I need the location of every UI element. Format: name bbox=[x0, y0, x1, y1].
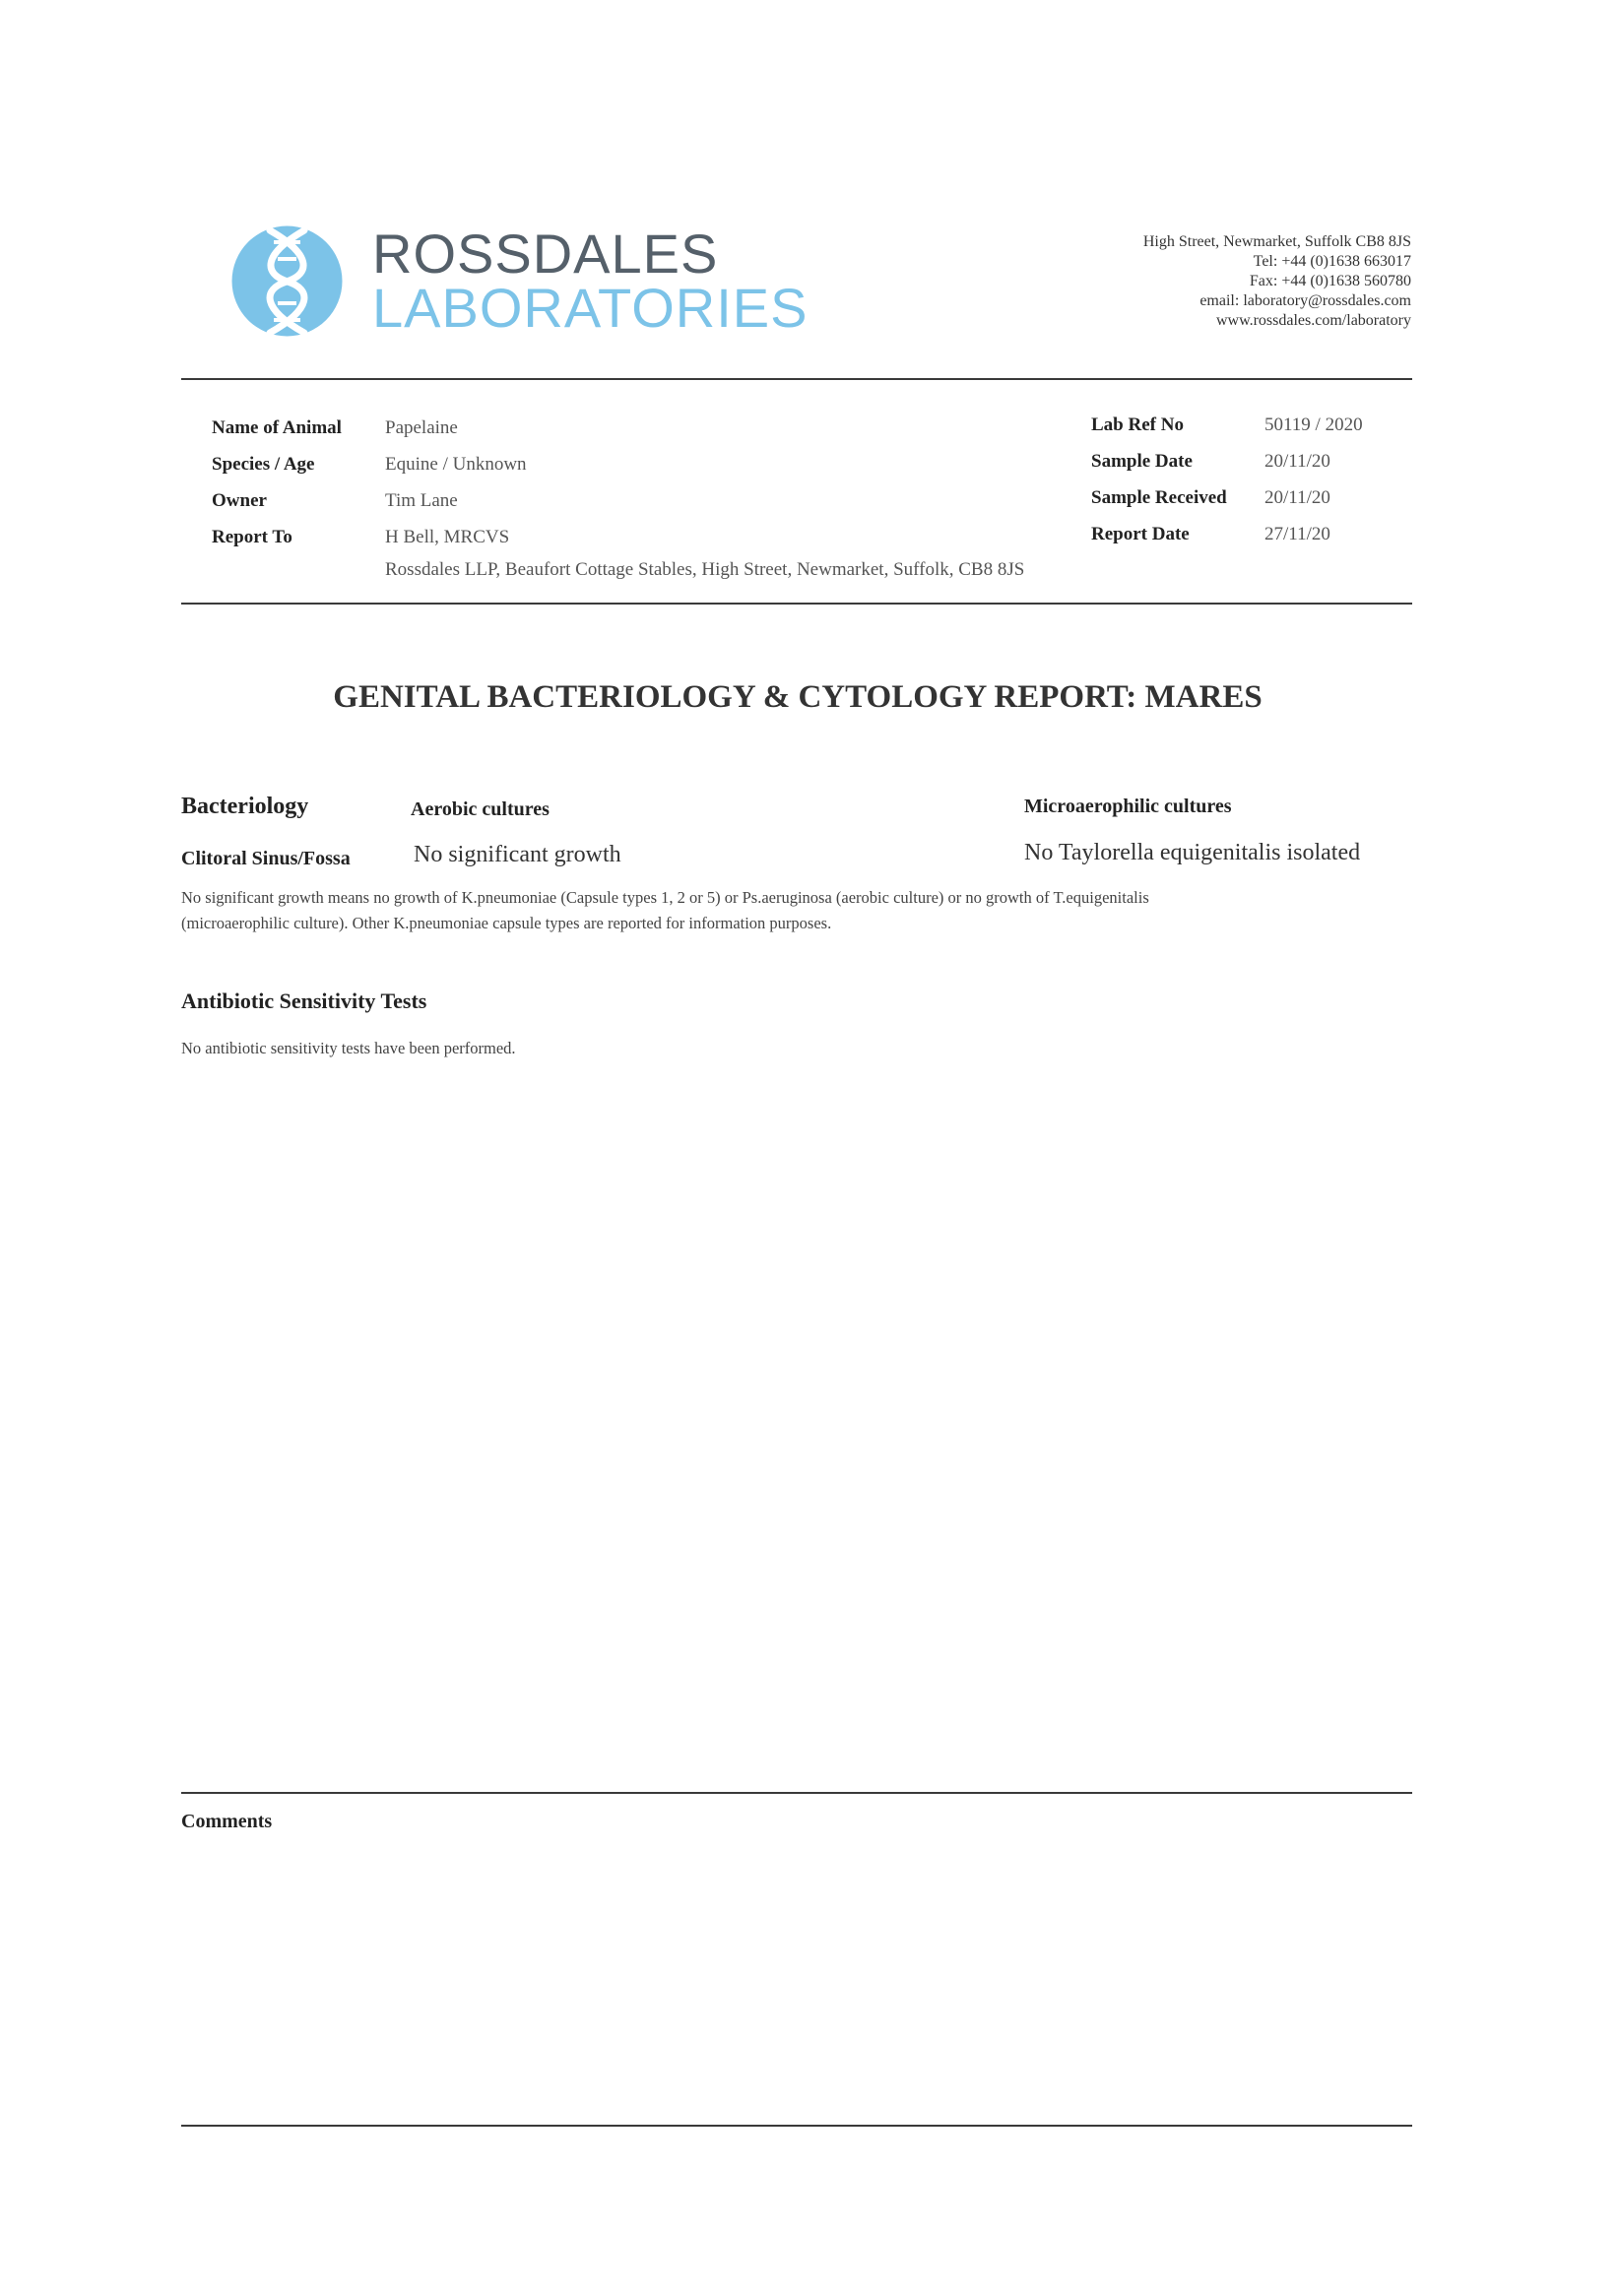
name-value: Papelaine bbox=[385, 417, 458, 438]
address-fax: Fax: +44 (0)1638 560780 bbox=[1249, 273, 1411, 289]
micro-heading: Microaerophilic cultures bbox=[1024, 796, 1232, 817]
bacteriology-note bbox=[181, 885, 1422, 936]
logo-line2: LABORATORIES bbox=[372, 277, 809, 339]
species-value: Equine / Unknown bbox=[385, 454, 527, 475]
dna-icon bbox=[230, 224, 344, 338]
note-line2: (microaerophilic culture). Other K.pneumoniae capsule types are reported for information purposes. bbox=[181, 914, 832, 932]
site-label: Clitoral Sinus/Fossa bbox=[181, 848, 351, 869]
address-tel: Tel: +44 (0)1638 663017 bbox=[1253, 253, 1411, 270]
details-divider bbox=[181, 603, 1412, 605]
species-label: Species / Age bbox=[212, 454, 315, 475]
logo-line1: ROSSDALES bbox=[372, 223, 719, 285]
sample-received-value: 20/11/20 bbox=[1264, 487, 1330, 508]
header-divider bbox=[181, 378, 1412, 380]
address-street: High Street, Newmarket, Suffolk CB8 8JS bbox=[1142, 233, 1411, 250]
comments-heading: Comments bbox=[181, 1811, 273, 1832]
aerobic-result: No significant growth bbox=[414, 842, 621, 867]
owner-label: Owner bbox=[212, 490, 267, 511]
lab-ref-label: Lab Ref No bbox=[1091, 415, 1184, 435]
note-line1: No significant growth means no growth of K.pneumoniae (Capsule types 1, 2 or 5) or Ps.aeruginosa (aerobic culture) or no growth of T.equigenitalis bbox=[181, 888, 1149, 907]
lab-address bbox=[998, 232, 1411, 331]
report-to-address: Rossdales LLP, Beaufort Cottage Stables, High Street, Newmarket, Suffolk, CB8 8JS bbox=[385, 559, 1025, 580]
comments-divider bbox=[181, 1792, 1412, 1794]
report-date-label: Report Date bbox=[1091, 524, 1190, 544]
sample-received-label: Sample Received bbox=[1091, 487, 1227, 508]
report-to-value: H Bell, MRCVS bbox=[385, 527, 510, 547]
sample-date-label: Sample Date bbox=[1091, 451, 1193, 472]
name-label: Name of Animal bbox=[212, 417, 342, 438]
owner-value: Tim Lane bbox=[385, 490, 458, 511]
aerobic-heading: Aerobic cultures bbox=[411, 798, 550, 820]
micro-result: No Taylorella equigenitalis isolated bbox=[1024, 840, 1361, 865]
bacteriology-heading: Bacteriology bbox=[181, 794, 309, 819]
address-web: www.rossdales.com/laboratory bbox=[1215, 312, 1411, 329]
ast-heading: Antibiotic Sensitivity Tests bbox=[181, 989, 427, 1013]
report-to-label: Report To bbox=[212, 527, 292, 547]
address-email: email: laboratory@rossdales.com bbox=[1199, 292, 1411, 309]
sample-date-value: 20/11/20 bbox=[1264, 451, 1330, 472]
ast-text: No antibiotic sensitivity tests have been performed. bbox=[181, 1039, 516, 1057]
lab-ref-value: 50119 / 2020 bbox=[1264, 415, 1363, 435]
report-date-value: 27/11/20 bbox=[1264, 524, 1330, 544]
logo bbox=[230, 224, 344, 338]
report-title: GENITAL BACTERIOLOGY & CYTOLOGY REPORT: MARES bbox=[333, 679, 1263, 715]
footer-divider bbox=[181, 2125, 1412, 2127]
